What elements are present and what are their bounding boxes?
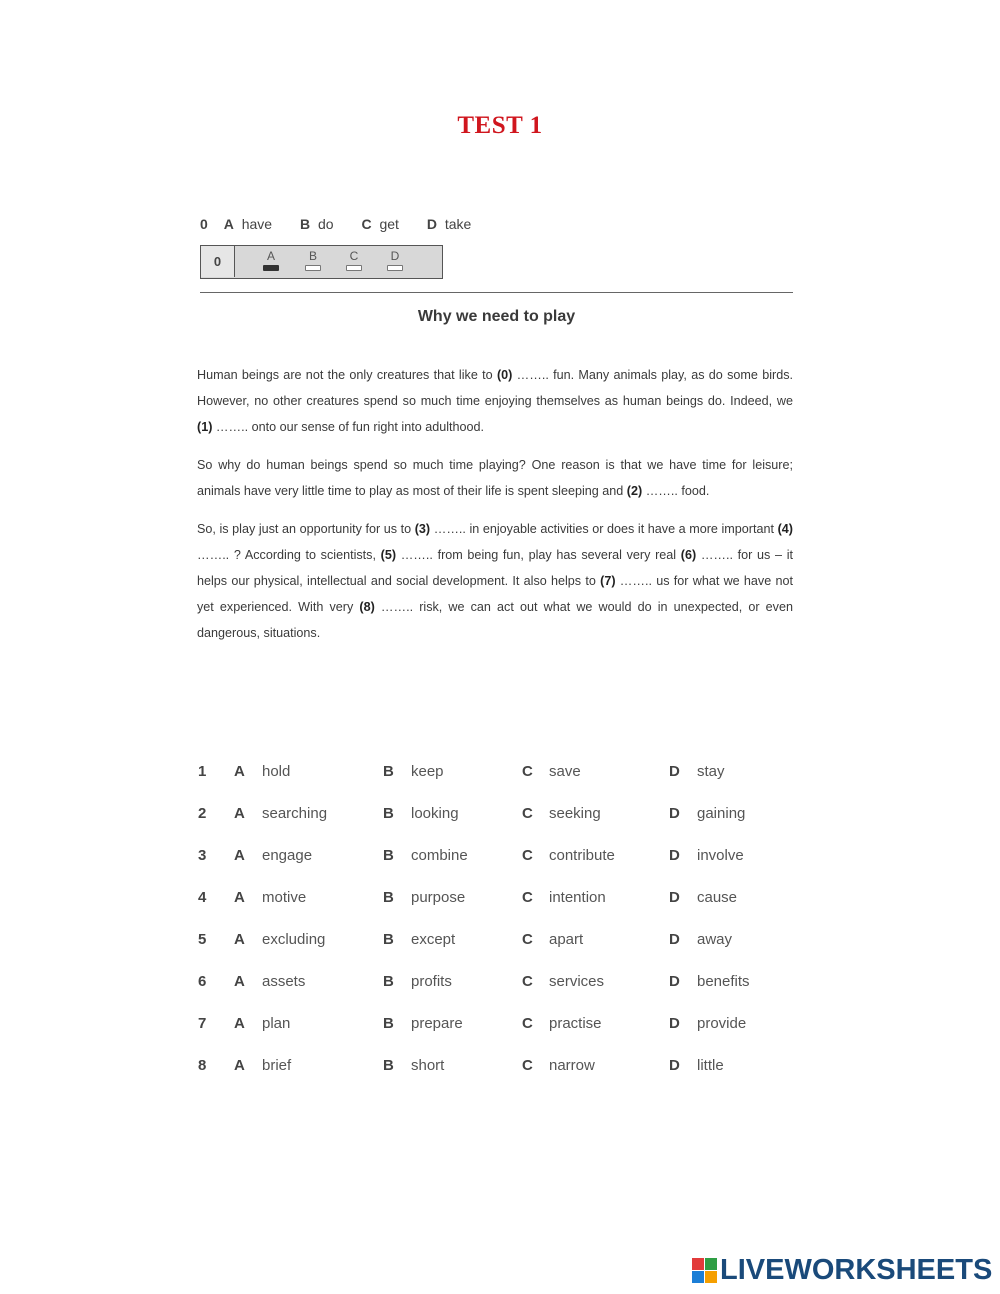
option-word: looking xyxy=(411,805,459,822)
option-word: engage xyxy=(262,847,313,864)
passage-title: Why we need to play xyxy=(417,308,576,325)
option-letter: A xyxy=(234,847,245,864)
option-word: apart xyxy=(549,931,584,948)
option-letter: D xyxy=(669,973,680,990)
option-word: little xyxy=(697,1057,724,1074)
option-letter: C xyxy=(522,847,533,864)
option-word: searching xyxy=(262,805,328,822)
question-number: 4 xyxy=(198,889,207,906)
passage-paragraph xyxy=(197,362,793,440)
option-word: seeking xyxy=(549,805,601,822)
option-letter: B xyxy=(383,973,394,990)
option-word: prepare xyxy=(411,1015,463,1032)
option-letter: A xyxy=(234,805,245,822)
option-letter: D xyxy=(669,931,680,948)
gap-number: (0) xyxy=(496,368,513,382)
passage-text: So why do human beings spend so much time playing? One reason is that we have time for leisure; animals have very little time to play as most of their life is spent sleeping and xyxy=(197,458,793,498)
answer-mark-d xyxy=(387,265,403,271)
option-letter: D xyxy=(669,889,680,906)
passage-text: …….. fun. Many animals play, as do some birds. However, no other creatures spend so much time enjoying themselves as human beings do. Indeed, we xyxy=(197,368,793,408)
passage-text: …….. from being fun, play has several very real xyxy=(396,548,681,562)
option-letter: C xyxy=(522,889,533,906)
example-option-d: D take xyxy=(426,216,472,232)
example-option-a: A have xyxy=(223,216,273,232)
option-letter: D xyxy=(669,763,680,780)
question-row xyxy=(194,805,794,847)
gap-number: (6) xyxy=(680,548,697,562)
passage-text: …….. in enjoyable activities or does it have a more important xyxy=(430,522,778,536)
option-word: away xyxy=(697,931,733,948)
question-number: 3 xyxy=(198,847,207,864)
option-word: except xyxy=(411,931,456,948)
passage-text: So, is play just an opportunity for us to xyxy=(197,522,415,536)
option-word: cause xyxy=(697,889,738,906)
passage-paragraph xyxy=(197,516,793,646)
question-row xyxy=(194,763,794,805)
option-letter: C xyxy=(522,805,533,822)
question-number: 2 xyxy=(198,805,207,822)
option-letter: B xyxy=(383,847,394,864)
question-number: 5 xyxy=(198,931,207,948)
option-word: provide xyxy=(697,1015,747,1032)
option-word: motive xyxy=(262,889,307,906)
option-word: profits xyxy=(411,973,452,990)
option-letter: A xyxy=(234,889,245,906)
option-word: short xyxy=(411,1057,445,1074)
liveworksheets-logo xyxy=(692,1254,992,1286)
brand-name: LIVEWORKSHEETS xyxy=(720,1253,993,1286)
passage-text: …….. onto our sense of fun right into adulthood. xyxy=(212,420,485,434)
option-letter: A xyxy=(234,1057,245,1074)
option-word: practise xyxy=(549,1015,602,1032)
question-number: 8 xyxy=(198,1057,207,1074)
option-letter: D xyxy=(669,805,680,822)
option-word: involve xyxy=(697,847,744,864)
option-letter: B xyxy=(383,1057,394,1074)
gap-number: (3) xyxy=(414,522,431,536)
question-row xyxy=(194,973,794,1015)
option-letter: B xyxy=(383,1015,394,1032)
question-row xyxy=(194,1015,794,1057)
example-option-b: B do xyxy=(299,216,334,232)
option-word: hold xyxy=(262,763,291,780)
answer-box-number: 0 xyxy=(201,246,235,277)
option-letter: A xyxy=(234,973,245,990)
question-number: 6 xyxy=(198,973,207,990)
answer-choice-c: C xyxy=(344,249,364,271)
passage-text: Human beings are not the only creatures that like to xyxy=(197,368,497,382)
option-letter: C xyxy=(522,763,533,780)
option-letter: C xyxy=(522,1057,533,1074)
question-number: 1 xyxy=(198,763,207,780)
passage-text: …….. for us – it helps our physical, intellectual and social development. It also helps to xyxy=(197,548,793,588)
option-word: services xyxy=(549,973,605,990)
question-row xyxy=(194,931,794,973)
answer-choice-a: A xyxy=(261,249,281,271)
option-word: combine xyxy=(411,847,468,864)
gap-number: (4) xyxy=(777,522,793,536)
option-word: plan xyxy=(262,1015,291,1032)
question-row xyxy=(194,1057,794,1099)
gap-number: (5) xyxy=(380,548,397,562)
question-number: 7 xyxy=(198,1015,207,1032)
option-letter: B xyxy=(383,763,394,780)
option-letter: D xyxy=(669,1057,680,1074)
example-option-c: C get xyxy=(361,216,399,232)
option-word: benefits xyxy=(697,973,750,990)
option-word: save xyxy=(549,763,581,780)
gap-number: (1) xyxy=(197,420,213,434)
question-row xyxy=(194,847,794,889)
question-options xyxy=(194,763,794,1099)
page-title: TEST 1 xyxy=(457,112,543,139)
liveworksheets-logo-icon xyxy=(692,1258,717,1283)
option-letter: A xyxy=(234,763,245,780)
answer-choice-b: B xyxy=(303,249,323,271)
option-letter: D xyxy=(669,847,680,864)
option-letter: D xyxy=(669,1015,680,1032)
option-word: contribute xyxy=(549,847,615,864)
passage-text: …….. ? According to scientists, xyxy=(197,548,381,562)
gap-number: (2) xyxy=(626,484,643,498)
passage-body xyxy=(197,362,793,658)
option-word: gaining xyxy=(697,805,746,822)
divider xyxy=(200,292,793,293)
option-letter: A xyxy=(234,1015,245,1032)
option-word: purpose xyxy=(411,889,466,906)
answer-choice-d: D xyxy=(385,249,405,271)
passage-text: …….. food. xyxy=(642,484,710,498)
option-word: stay xyxy=(697,763,725,780)
option-word: excluding xyxy=(262,931,326,948)
option-word: keep xyxy=(411,763,444,780)
option-word: brief xyxy=(262,1057,292,1074)
question-row xyxy=(194,889,794,931)
option-word: intention xyxy=(549,889,606,906)
answer-mark-c xyxy=(346,265,362,271)
example-number: 0 xyxy=(200,216,208,232)
answer-mark-b xyxy=(305,265,321,271)
passage-text: …….. risk, we can act out what we would do in unexpected, or even dangerous, situations. xyxy=(197,600,793,640)
option-letter: A xyxy=(234,931,245,948)
answer-mark-a xyxy=(263,265,279,271)
option-letter: B xyxy=(383,931,394,948)
option-letter: C xyxy=(522,931,533,948)
passage-paragraph xyxy=(197,452,793,504)
option-letter: B xyxy=(383,889,394,906)
option-letter: C xyxy=(522,973,533,990)
passage-text: …….. us for what we have not yet experienced. With very xyxy=(197,574,793,614)
option-word: narrow xyxy=(549,1057,595,1074)
gap-number: (7) xyxy=(600,574,616,588)
example-options xyxy=(200,216,495,232)
option-letter: C xyxy=(522,1015,533,1032)
example-answer-box xyxy=(200,245,443,279)
option-word: assets xyxy=(262,973,306,990)
gap-number: (8) xyxy=(359,600,375,614)
option-letter: B xyxy=(383,805,394,822)
